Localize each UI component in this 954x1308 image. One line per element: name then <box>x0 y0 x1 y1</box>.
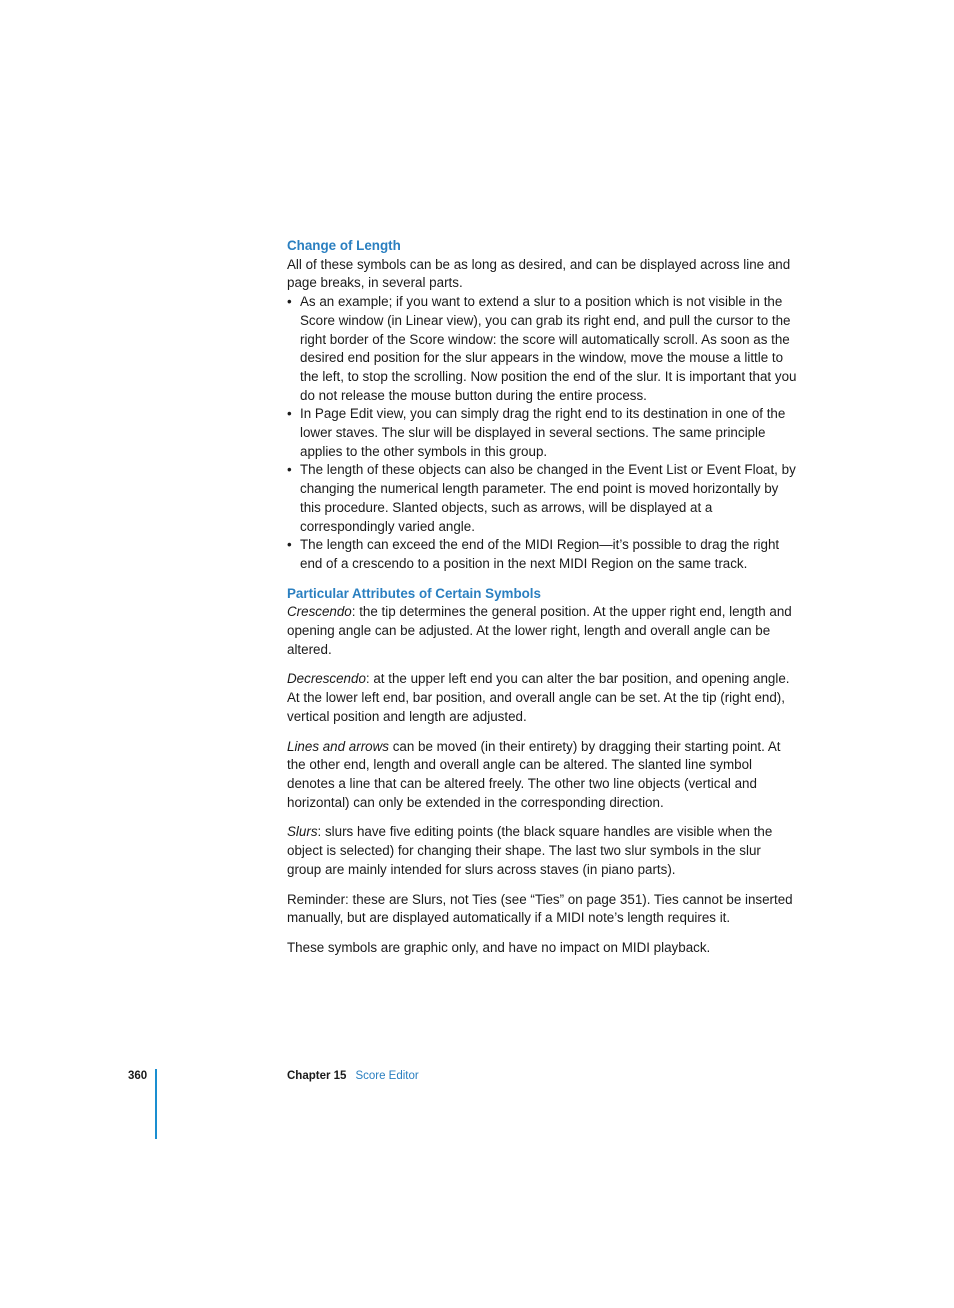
paragraph-crescendo: Crescendo: the tip determines the general position. At the upper right end, length and opening angle can be adjusted. At the lower right, length and overall angle can be altered. <box>287 604 792 657</box>
intro-paragraph: All of these symbols can be as long as desired, and can be displayed across line and page breaks, in several parts. <box>287 256 791 291</box>
footer-chapter <box>287 1070 419 1082</box>
section-heading-particular-attributes: Particular Attributes of Certain Symbols <box>287 585 541 601</box>
paragraph-reminder: Reminder: these are Slurs, not Ties (see “Ties” on page 351). Ties cannot be inserted manually, but are displayed automatically if a MIDI note’s length requires it. <box>287 891 793 926</box>
bullet-glyph: • <box>287 406 292 422</box>
chapter-label: Chapter 15 <box>287 1070 347 1082</box>
list-item: • The length can exceed the end of the MIDI Region—it’s possible to drag the right end of a crescendo to a position in the next MIDI Region on the same track. <box>287 537 780 571</box>
page-content <box>287 237 797 958</box>
paragraph-decrescendo: Decrescendo: at the upper left end you can alter the bar position, and opening angle. At the lower left end, bar position, and overall angle can be set. At the tip (right end), vertical position and length are adjusted. <box>287 671 790 724</box>
list-item: • The length of these objects can also be changed in the Event List or Event Float, by changing the numerical length parameter. The end point is moved horizontally by this procedure. Slanted objects, such as arrows, will be displayed at a correspondingly varied angle. <box>287 462 796 534</box>
bullet-list <box>287 293 797 574</box>
chapter-title: Score Editor <box>355 1070 419 1082</box>
footer-divider <box>155 1069 157 1139</box>
bullet-glyph: • <box>287 462 292 478</box>
paragraph-lines-and-arrows: Lines and arrows can be moved (in their entirety) by dragging their starting point. At the other end, length and overall angle can be altered. The slanted line symbol denotes a line that can be altered freely. The other two line objects (vertical and horizontal) can only be extended in the corresponding direction. <box>287 738 781 810</box>
list-item: • As an example; if you want to extend a slur to a position which is not visible in the Score window (in Linear view), you can grab its right end, and pull the cursor to the right border of the Score window: the score will automatically scroll. As soon as the desired end position for the slur appears in the window, move the mouse a little to the left, to stop the scrolling. Now position the end of the slur. It is important that you do not release the mouse button during the entire process. <box>287 294 797 403</box>
section-heading-change-of-length: Change of Length <box>287 238 401 253</box>
paragraph-slurs: Slurs: slurs have five editing points (the black square handles are visible when the object is selected) for changing their shape. The last two slur symbols in the slur group are mainly intended for slurs across staves (in piano parts). <box>287 824 773 877</box>
bullet-glyph: • <box>287 537 292 553</box>
paragraph-graphic-only: These symbols are graphic only, and have no impact on MIDI playback. <box>287 939 711 955</box>
page-number: 360 <box>128 1070 148 1082</box>
bullet-glyph: • <box>287 294 292 310</box>
list-item: • In Page Edit view, you can simply drag the right end to its destination in one of the lower staves. The slur will be displayed in several sections. The same principle applies to the other symbols in this group. <box>287 406 786 459</box>
